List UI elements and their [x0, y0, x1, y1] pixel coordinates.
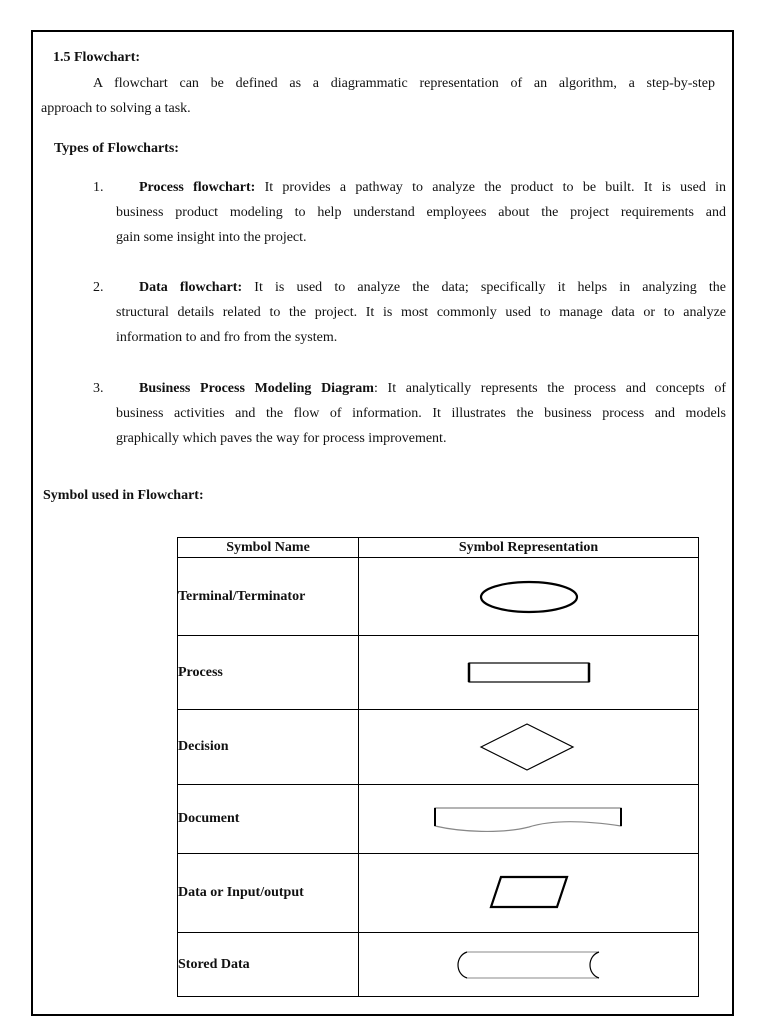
list-item-2-term: Data flowchart:	[139, 280, 243, 295]
list-item-2-line-3: information to and fro from the system.	[116, 330, 338, 345]
symbols-table	[177, 537, 699, 997]
symbols-heading: Symbol used in Flowchart:	[43, 488, 204, 503]
table-header-row	[178, 538, 699, 558]
list-item-1-term: Process flowchart:	[139, 180, 256, 195]
list-item-3-line-3: graphically which paves the way for process improvement.	[116, 431, 447, 446]
decision-diamond-icon	[477, 721, 581, 773]
process-rectangle-icon	[464, 660, 594, 686]
symbol-name: Data or Input/output	[178, 854, 359, 933]
col-header-representation: Symbol Representation	[359, 538, 699, 558]
intro-line-2: approach to solving a task.	[41, 101, 191, 116]
table-row	[178, 558, 699, 636]
list-item-1-line-3: gain some insight into the project.	[116, 230, 307, 245]
list-item-3-line-2: business activities and the flow of information. It illustrates the business process and models	[116, 406, 726, 421]
section-heading: 1.5 Flowchart:	[53, 50, 141, 65]
terminal-oval-icon	[474, 577, 584, 617]
symbol-representation	[359, 933, 699, 997]
symbol-representation	[359, 710, 699, 785]
list-item-1-line-1: Process flowchart: It provides a pathway to analyze the product to be built. It is used in	[139, 180, 726, 195]
table-row	[178, 854, 699, 933]
symbol-name: Stored Data	[178, 933, 359, 997]
list-item-3-term: Business Process Modeling Diagram	[139, 381, 374, 396]
data-parallelogram-icon	[485, 873, 573, 913]
col-header-name: Symbol Name	[178, 538, 359, 558]
list-item-1-line-2: business product modeling to help understand employees about the project requirements and	[116, 205, 726, 220]
table-row	[178, 636, 699, 710]
symbol-representation	[359, 785, 699, 854]
types-heading: Types of Flowcharts:	[54, 141, 179, 156]
list-item-3-line-1: Business Process Modeling Diagram: It analytically represents the process and concepts of	[139, 381, 726, 396]
table-row	[178, 710, 699, 785]
symbol-name: Decision	[178, 710, 359, 785]
symbol-representation	[359, 558, 699, 636]
document-wave-icon	[431, 802, 627, 836]
table-row	[178, 785, 699, 854]
intro-line-1: A flowchart can be defined as a diagrammatic representation of an algorithm, a step-by-step	[93, 76, 715, 91]
symbol-name: Terminal/Terminator	[178, 558, 359, 636]
symbol-representation	[359, 636, 699, 710]
symbol-representation	[359, 854, 699, 933]
table-row	[178, 933, 699, 997]
symbol-name: Document	[178, 785, 359, 854]
stored-data-icon	[449, 948, 609, 982]
list-number-3: 3.	[93, 381, 104, 396]
list-number-2: 2.	[93, 280, 104, 295]
list-item-2-line-1: Data flowchart: It is used to analyze the data; specifically it helps in analyzing the	[139, 280, 726, 295]
list-item-2-line-2: structural details related to the project. It is most commonly used to manage data or to analyze	[116, 305, 726, 320]
symbol-name: Process	[178, 636, 359, 710]
list-number-1: 1.	[93, 180, 104, 195]
